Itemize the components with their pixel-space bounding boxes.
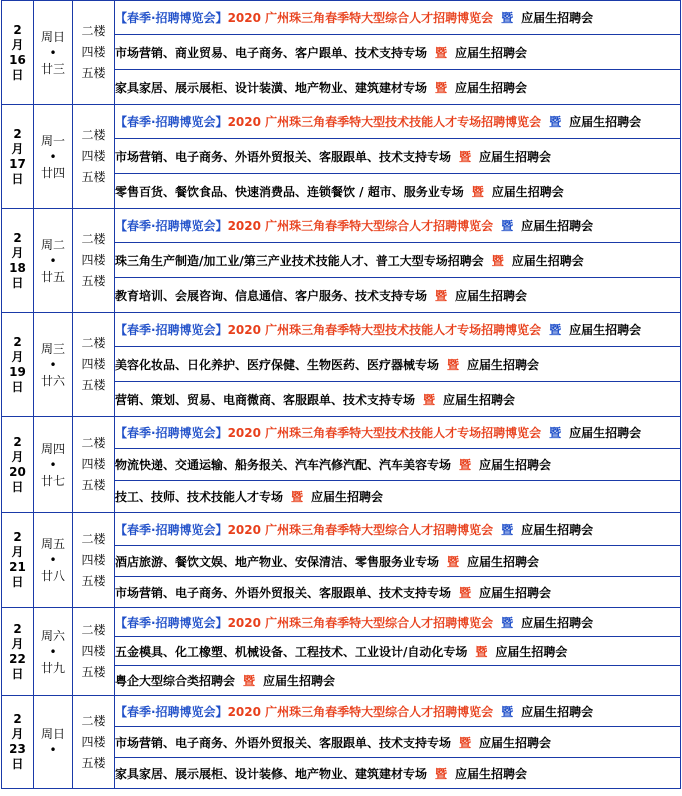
event-title: 粤企大型综合类招聘会 xyxy=(115,674,236,688)
event-title: 市场营销、电子商务、外语外贸报关、客服跟单、技术支持专场 xyxy=(115,585,452,600)
floors-cell xyxy=(73,105,115,209)
graduate-fair-label: 应届生招聘会 xyxy=(479,585,552,600)
weekday-cell xyxy=(34,313,73,417)
floor-label: 二楼 xyxy=(81,436,106,450)
date-part: 2 xyxy=(13,230,22,245)
date-part: 日 xyxy=(11,379,24,394)
graduate-fair-label: 应届生招聘会 xyxy=(455,80,528,95)
floor-label: 五楼 xyxy=(81,378,106,392)
weekday-label: 周一 xyxy=(40,133,65,148)
event-cell xyxy=(115,174,681,209)
floors-cell xyxy=(73,417,115,513)
joint-mark: 暨 xyxy=(549,323,562,337)
floors-cell xyxy=(73,313,115,417)
weekday-cell xyxy=(34,1,73,105)
floor-label: 二楼 xyxy=(81,531,106,546)
graduate-fair-label: 应届生招聘会 xyxy=(521,615,594,630)
date-part: 月 xyxy=(11,636,24,651)
date-part: 日 xyxy=(11,479,24,494)
expo-tag: 【春季·招聘博览会】 xyxy=(115,115,228,129)
expo-tag: 【春季·招聘博览会】 xyxy=(115,323,228,337)
date-part: 2 xyxy=(13,621,22,636)
graduate-fair-label: 应届生招聘会 xyxy=(467,357,540,372)
joint-mark: 暨 xyxy=(501,522,514,537)
bullet-dot-icon: • xyxy=(49,357,57,372)
graduate-fair-label: 应届生招聘会 xyxy=(569,426,642,440)
date-cell xyxy=(2,417,34,513)
event-title: 营销、策划、贸易、电商微商、客服跟单、技术支持专场 xyxy=(115,392,416,407)
date-part: 2 xyxy=(13,434,22,449)
expo-title: 2020 广州珠三角春季特大型技术技能人才专场招聘博览会 xyxy=(227,115,542,129)
graduate-fair-label: 应届生招聘会 xyxy=(495,644,568,659)
lunar-date: 廿七 xyxy=(40,473,65,488)
date-part: 2 xyxy=(13,712,22,726)
floor-label: 四楼 xyxy=(81,253,106,267)
event-title: 家具家居、展示展柜、设计装修、地产物业、建筑建材专场 xyxy=(115,766,428,781)
joint-mark: 暨 xyxy=(459,149,472,164)
joint-mark: 暨 xyxy=(549,426,562,440)
date-part: 月 xyxy=(11,449,24,464)
expo-event-cell xyxy=(115,105,681,139)
date-part: 2 xyxy=(13,334,22,349)
graduate-fair-label: 应届生招聘会 xyxy=(455,766,528,781)
date-cell xyxy=(2,209,34,313)
expo-title: 2020 广州珠三角春季特大型综合人才招聘博览会 xyxy=(227,219,494,233)
graduate-fair-label: 应届生招聘会 xyxy=(311,490,384,504)
date-part: 18 xyxy=(9,260,26,275)
floor-label: 二楼 xyxy=(81,336,106,350)
expo-tag: 【春季·招聘博览会】 xyxy=(115,615,228,630)
date-part: 月 xyxy=(11,349,24,364)
event-cell xyxy=(115,449,681,481)
expo-tag: 【春季·招聘博览会】 xyxy=(115,522,228,537)
floor-label: 四楼 xyxy=(81,552,106,567)
date-part: 日 xyxy=(11,171,24,186)
date-part: 月 xyxy=(11,545,24,559)
date-part: 日 xyxy=(11,666,24,681)
date-part: 16 xyxy=(9,52,26,67)
joint-mark: 暨 xyxy=(243,674,256,688)
joint-mark: 暨 xyxy=(471,184,484,199)
weekday-label: 周二 xyxy=(40,237,65,252)
event-title: 技工、技师、技术技能人才专场 xyxy=(115,490,284,504)
lunar-date: 廿九 xyxy=(40,660,65,675)
event-cell xyxy=(115,727,681,758)
floor-label: 五楼 xyxy=(81,573,106,588)
event-title: 酒店旅游、餐饮文娱、地产物业、安保清洁、零售服务业专场 xyxy=(115,554,440,569)
graduate-fair-label: 应届生招聘会 xyxy=(521,704,594,719)
expo-title: 2020 广州珠三角春季特大型综合人才招聘博览会 xyxy=(227,522,494,537)
event-cell xyxy=(115,481,681,513)
event-cell xyxy=(115,577,681,608)
floor-label: 四楼 xyxy=(81,357,106,371)
expo-event-cell xyxy=(115,696,681,727)
floor-label: 四楼 xyxy=(81,45,106,59)
graduate-fair-label: 应届生招聘会 xyxy=(479,458,552,472)
weekday-cell xyxy=(34,608,73,696)
lunar-date: 廿六 xyxy=(40,373,65,388)
expo-event-cell xyxy=(115,313,681,347)
date-part: 2 xyxy=(13,530,22,544)
date-cell xyxy=(2,105,34,209)
event-cell xyxy=(115,637,681,666)
joint-mark: 暨 xyxy=(459,458,472,472)
expo-title: 2020 广州珠三角春季特大型综合人才招聘博览会 xyxy=(227,615,494,630)
event-cell xyxy=(115,758,681,789)
lunar-date: 廿三 xyxy=(40,61,65,76)
weekday-cell xyxy=(34,696,73,789)
event-title: 市场营销、电子商务、外语外贸报关、客服跟单、技术支持专场 xyxy=(115,735,452,750)
joint-mark: 暨 xyxy=(459,735,472,750)
event-title: 市场营销、电子商务、外语外贸报关、客服跟单、技术支持专场 xyxy=(115,149,452,164)
graduate-fair-label: 应届生招聘会 xyxy=(443,392,516,407)
expo-event-cell xyxy=(115,513,681,546)
floor-label: 五楼 xyxy=(81,170,106,184)
graduate-fair-label: 应届生招聘会 xyxy=(569,115,642,129)
date-part: 23 xyxy=(9,742,26,756)
date-part: 2 xyxy=(13,22,22,37)
graduate-fair-label: 应届生招聘会 xyxy=(521,11,594,25)
event-cell xyxy=(115,546,681,577)
event-cell xyxy=(115,666,681,696)
date-cell xyxy=(2,1,34,105)
weekday-cell xyxy=(34,417,73,513)
expo-tag: 【春季·招聘博览会】 xyxy=(115,426,228,440)
expo-title: 2020 广州珠三角春季特大型技术技能人才专场招聘博览会 xyxy=(227,426,542,440)
table-row xyxy=(2,696,681,727)
weekday-cell xyxy=(34,105,73,209)
lunar-date: 廿八 xyxy=(40,569,65,583)
weekday-cell xyxy=(34,209,73,313)
lunar-date: 廿四 xyxy=(40,165,65,180)
schedule-table xyxy=(1,0,681,789)
weekday-label: 周五 xyxy=(40,537,65,551)
joint-mark: 暨 xyxy=(501,615,514,630)
date-cell xyxy=(2,313,34,417)
table-row xyxy=(2,313,681,347)
joint-mark: 暨 xyxy=(501,704,514,719)
floor-label: 四楼 xyxy=(81,734,106,749)
floor-label: 四楼 xyxy=(81,149,106,163)
joint-mark: 暨 xyxy=(435,45,448,60)
expo-tag: 【春季·招聘博览会】 xyxy=(115,219,228,233)
date-part: 日 xyxy=(11,757,24,771)
event-cell xyxy=(115,243,681,278)
expo-title: 2020 广州珠三角春季特大型综合人才招聘博览会 xyxy=(227,11,494,25)
date-cell xyxy=(2,608,34,696)
floor-label: 五楼 xyxy=(81,755,106,770)
table-row xyxy=(2,513,681,546)
date-part: 月 xyxy=(11,727,24,741)
graduate-fair-label: 应届生招聘会 xyxy=(521,219,594,233)
graduate-fair-label: 应届生招聘会 xyxy=(521,522,594,537)
bullet-dot-icon: • xyxy=(49,253,57,268)
joint-mark: 暨 xyxy=(447,357,460,372)
bullet-dot-icon: • xyxy=(49,644,57,659)
expo-title: 2020 广州珠三角春季特大型技术技能人才专场招聘博览会 xyxy=(227,323,542,337)
graduate-fair-label: 应届生招聘会 xyxy=(511,253,584,268)
floor-label: 五楼 xyxy=(81,478,106,492)
joint-mark: 暨 xyxy=(475,644,488,659)
date-part: 21 xyxy=(9,560,26,574)
graduate-fair-label: 应届生招聘会 xyxy=(455,288,528,303)
joint-mark: 暨 xyxy=(447,554,460,569)
floor-label: 二楼 xyxy=(81,623,106,637)
date-cell xyxy=(2,696,34,789)
date-part: 日 xyxy=(11,575,24,589)
table-row xyxy=(2,608,681,637)
joint-mark: 暨 xyxy=(435,288,448,303)
floor-label: 四楼 xyxy=(81,644,106,658)
graduate-fair-label: 应届生招聘会 xyxy=(263,674,336,688)
date-part: 2 xyxy=(13,126,22,141)
floors-cell xyxy=(73,513,115,608)
table-row xyxy=(2,209,681,243)
lunar-date: 廿五 xyxy=(40,269,65,284)
date-part: 17 xyxy=(9,156,26,171)
floors-cell xyxy=(73,608,115,696)
floor-label: 四楼 xyxy=(81,457,106,471)
date-part: 日 xyxy=(11,67,24,82)
graduate-fair-label: 应届生招聘会 xyxy=(455,45,528,60)
bullet-dot-icon: • xyxy=(49,45,57,60)
expo-title: 2020 广州珠三角春季特大型综合人才招聘博览会 xyxy=(227,704,494,719)
date-cell xyxy=(2,513,34,608)
event-title: 美容化妆品、日化养护、医疗保健、生物医药、医疗器械专场 xyxy=(115,357,440,372)
bullet-dot-icon: • xyxy=(49,743,57,757)
graduate-fair-label: 应届生招聘会 xyxy=(479,149,552,164)
event-cell xyxy=(115,70,681,105)
date-part: 19 xyxy=(9,364,26,379)
floor-label: 五楼 xyxy=(81,665,106,679)
event-title: 市场营销、商业贸易、电子商务、客户跟单、技术支持专场 xyxy=(115,45,428,60)
floor-label: 二楼 xyxy=(81,24,106,38)
expo-event-cell xyxy=(115,417,681,449)
joint-mark: 暨 xyxy=(435,80,448,95)
date-part: 月 xyxy=(11,245,24,260)
date-part: 日 xyxy=(11,275,24,290)
schedule-body xyxy=(2,1,681,789)
floor-label: 五楼 xyxy=(81,66,106,80)
event-title: 珠三角生产制造/加工业/第三产业技术技能人才、普工大型专场招聘会 xyxy=(115,253,484,268)
joint-mark: 暨 xyxy=(501,11,514,25)
date-part: 20 xyxy=(9,464,26,479)
table-row xyxy=(2,105,681,139)
joint-mark: 暨 xyxy=(459,585,472,600)
event-cell xyxy=(115,278,681,313)
event-title: 五金模具、化工橡塑、机械设备、工程技术、工业设计/自动化专场 xyxy=(115,644,468,659)
event-cell xyxy=(115,347,681,382)
weekday-label: 周三 xyxy=(40,341,65,356)
expo-tag: 【春季·招聘博览会】 xyxy=(115,704,228,719)
event-cell xyxy=(115,35,681,70)
joint-mark: 暨 xyxy=(491,253,504,268)
graduate-fair-label: 应届生招聘会 xyxy=(479,735,552,750)
joint-mark: 暨 xyxy=(291,490,304,504)
joint-mark: 暨 xyxy=(435,766,448,781)
table-row xyxy=(2,1,681,35)
weekday-cell xyxy=(34,513,73,608)
expo-event-cell xyxy=(115,608,681,637)
expo-tag: 【春季·招聘博览会】 xyxy=(115,11,228,25)
graduate-fair-label: 应届生招聘会 xyxy=(569,323,642,337)
joint-mark: 暨 xyxy=(549,115,562,129)
date-part: 22 xyxy=(9,651,26,666)
joint-mark: 暨 xyxy=(501,219,514,233)
floors-cell xyxy=(73,209,115,313)
floor-label: 二楼 xyxy=(81,713,106,728)
date-part: 月 xyxy=(11,37,24,52)
event-title: 家具家居、展示展柜、设计装潢、地产物业、建筑建材专场 xyxy=(115,80,428,95)
floor-label: 二楼 xyxy=(81,128,106,142)
joint-mark: 暨 xyxy=(423,392,436,407)
graduate-fair-label: 应届生招聘会 xyxy=(467,554,540,569)
event-title: 教育培训、会展咨询、信息通信、客户服务、技术支持专场 xyxy=(115,288,428,303)
floors-cell xyxy=(73,696,115,789)
date-part: 月 xyxy=(11,141,24,156)
floor-label: 五楼 xyxy=(81,274,106,288)
weekday-label: 周四 xyxy=(40,441,65,456)
floor-label: 二楼 xyxy=(81,232,106,246)
bullet-dot-icon: • xyxy=(49,457,57,472)
bullet-dot-icon: • xyxy=(49,553,57,567)
weekday-label: 周六 xyxy=(40,628,65,643)
event-cell xyxy=(115,139,681,174)
expo-event-cell xyxy=(115,209,681,243)
table-row xyxy=(2,417,681,449)
expo-event-cell xyxy=(115,1,681,35)
event-title: 物流快递、交通运输、船务报关、汽车汽修汽配、汽车美容专场 xyxy=(115,458,452,472)
weekday-label: 周日 xyxy=(40,29,65,44)
event-cell xyxy=(115,382,681,417)
floors-cell xyxy=(73,1,115,105)
bullet-dot-icon: • xyxy=(49,149,57,164)
event-title: 零售百货、餐饮食品、快速消费品、连锁餐饮 / 超市、服务业专场 xyxy=(115,184,464,199)
weekday-label: 周日 xyxy=(40,727,65,741)
graduate-fair-label: 应届生招聘会 xyxy=(491,184,564,199)
